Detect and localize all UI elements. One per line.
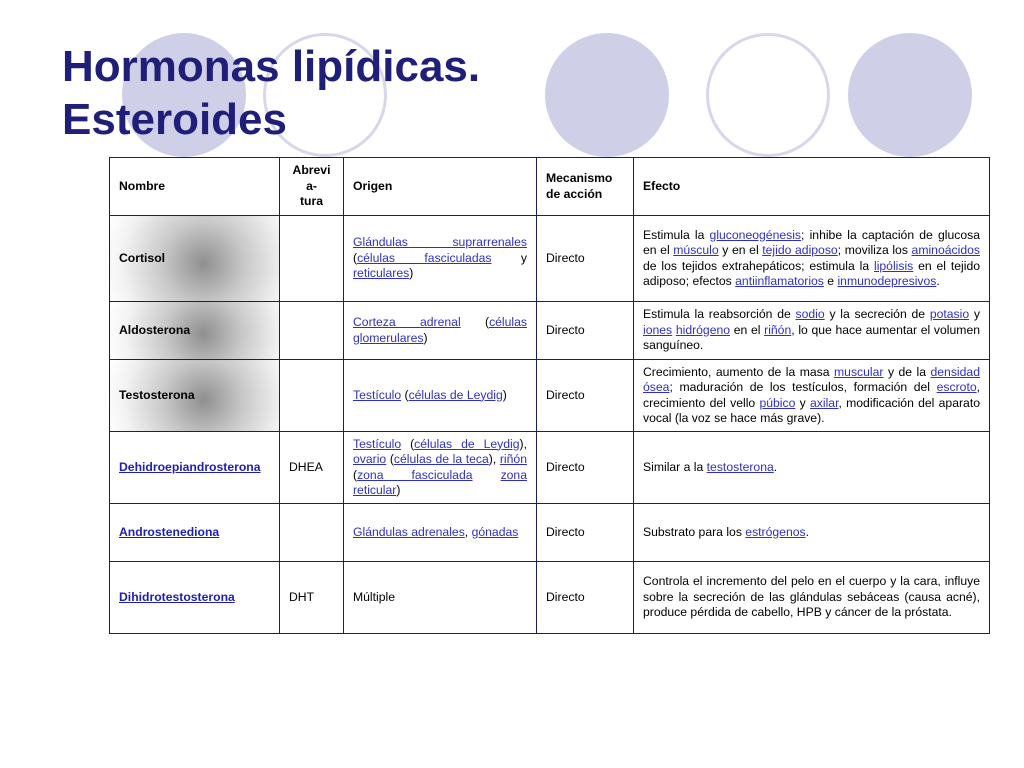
hormone-effect: Similar a la testosterona. [634, 432, 990, 504]
origin-link[interactable]: Glándulas adrenales [353, 524, 465, 539]
hormone-name-link[interactable]: Dehidroepiandrosterona [119, 459, 261, 474]
decor-circle-3 [545, 33, 669, 157]
hormone-effect: Substrato para los estrógenos. [634, 504, 990, 562]
hormone-abbr [280, 504, 344, 562]
decor-circle-4 [706, 33, 830, 157]
hormone-origin: Corteza adrenal (células glomerulares) [344, 302, 537, 360]
origin-link[interactable]: células de Leydig [408, 387, 503, 402]
table-row [110, 302, 990, 360]
hormone-abbr: DHEA [280, 432, 344, 504]
header-efecto: Efecto [634, 158, 990, 216]
hormone-mechanism: Directo [537, 432, 634, 504]
origin-link[interactable]: Testículo [353, 436, 402, 451]
effect-link[interactable]: hidrógeno [675, 322, 731, 337]
origin-link[interactable]: Corteza adrenal [353, 315, 461, 329]
origin-link[interactable]: Testículo [353, 387, 402, 402]
hormone-origin: Testículo (células de Leydig), ovario (células de la teca), riñón (zona fasciculada zona reticular) [344, 432, 537, 504]
origin-link[interactable]: riñón [499, 452, 527, 466]
slide-title-line2: Esteroides [62, 95, 287, 144]
hormone-effect: Crecimiento, aumento de la masa muscular y de la densidad ósea; maduración de los testículos, formación del escroto, crecimiento del vello púbico y axilar, modificación del aparato vocal (la voz se hace más grave). [634, 360, 990, 432]
hormone-abbr [280, 302, 344, 360]
table-row [110, 432, 990, 504]
table-row [110, 504, 990, 562]
effect-link[interactable]: iones [643, 322, 673, 337]
origin-link[interactable]: ovario [353, 452, 387, 466]
hormone-mechanism: Directo [537, 562, 634, 634]
header-abreviatura: Abrevi a- tura [280, 158, 344, 216]
hormone-origin: Glándulas adrenales, gónadas [344, 504, 537, 562]
origin-link[interactable]: células de la teca [393, 452, 489, 466]
effect-link[interactable]: estrógenos [745, 524, 806, 539]
slide-title [62, 40, 480, 146]
hormone-name [110, 562, 280, 634]
effect-link[interactable]: antiinflamatorios [735, 274, 824, 288]
hormone-mechanism: Directo [537, 360, 634, 432]
hormone-effect: Estimula la gluconeogénesis; inhibe la captación de glucosa en el músculo y en el tejido adiposo; moviliza los aminoácidos de los tejidos extrahepáticos; estimula la lipólisis en el tejido adiposo; efectos antiinflamatorios e inmunodepresivos. [634, 216, 990, 302]
effect-link[interactable]: lipólisis [873, 258, 914, 273]
effect-link[interactable]: testosterona [706, 459, 774, 474]
hormone-origin: Glándulas suprarrenales (células fasciculadas y reticulares) [344, 216, 537, 302]
effect-link[interactable]: densidad ósea [643, 364, 980, 394]
effect-link[interactable]: púbico [759, 395, 796, 410]
hormone-effect: Estimula la reabsorción de sodio y la secreción de potasio y iones hidrógeno en el riñón, lo que hace aumentar el volumen sanguíneo. [634, 302, 990, 360]
hormone-name-link[interactable]: Dihidrotestosterona [119, 589, 235, 604]
hormone-effect: Controla el incremento del pelo en el cuerpo y la cara, influye sobre la secreción de las glándulas sebáceas (causa acné), produce pérdida de cabello, HPB y cáncer de la próstata. [634, 562, 990, 634]
effect-link[interactable]: músculo [673, 243, 719, 257]
effect-link[interactable]: gluconeogénesis [709, 227, 802, 242]
effect-link[interactable]: axilar [810, 395, 839, 410]
hormone-abbr [280, 216, 344, 302]
effect-link[interactable]: tejido adiposo [762, 243, 838, 257]
origin-link[interactable]: células glomerulares [353, 315, 527, 345]
origin-link[interactable]: zona fasciculada [357, 467, 473, 482]
hormone-abbr: DHT [280, 562, 344, 634]
hormone-name [110, 504, 280, 562]
effect-link[interactable]: sodio [795, 307, 825, 322]
effect-link[interactable]: aminoácidos [911, 243, 980, 257]
hormone-abbr [280, 360, 344, 432]
hormone-mechanism: Directo [537, 504, 634, 562]
table-row [110, 360, 990, 432]
hormone-name-link[interactable]: Androstenediona [119, 524, 220, 539]
header-origen: Origen [344, 158, 537, 216]
hormone-name: Testosterona [110, 360, 280, 432]
origin-link[interactable]: Glándulas suprarrenales [353, 235, 527, 250]
table-row [110, 562, 990, 634]
hormone-origin: Múltiple [344, 562, 537, 634]
table-header-row [110, 158, 990, 216]
origin-link[interactable]: células fasciculadas [357, 250, 492, 265]
hormone-name [110, 432, 280, 504]
decor-circle-5 [848, 33, 972, 157]
origin-link[interactable]: gónadas [471, 524, 519, 539]
header-mecanismo: Mecanismo de acción [537, 158, 634, 216]
origin-link[interactable]: reticulares [353, 266, 410, 281]
table-row [110, 216, 990, 302]
hormone-name: Aldosterona [110, 302, 280, 360]
effect-link[interactable]: potasio [929, 307, 970, 322]
header-nombre: Nombre [110, 158, 280, 216]
origin-link[interactable]: células de Leydig [414, 436, 520, 451]
hormone-origin: Testículo (células de Leydig) [344, 360, 537, 432]
steroid-hormones-table [109, 157, 990, 634]
hormone-mechanism: Directo [537, 302, 634, 360]
effect-link[interactable]: riñón [764, 322, 792, 337]
effect-link[interactable]: escroto [936, 380, 977, 394]
effect-link[interactable]: muscular [834, 364, 884, 379]
hormone-name: Cortisol [110, 216, 280, 302]
slide-title-line1: Hormonas lipídicas. [62, 42, 481, 91]
effect-link[interactable]: inmunodepresivos [837, 274, 937, 288]
origin-link[interactable]: zona reticular [353, 467, 527, 497]
hormone-mechanism: Directo [537, 216, 634, 302]
